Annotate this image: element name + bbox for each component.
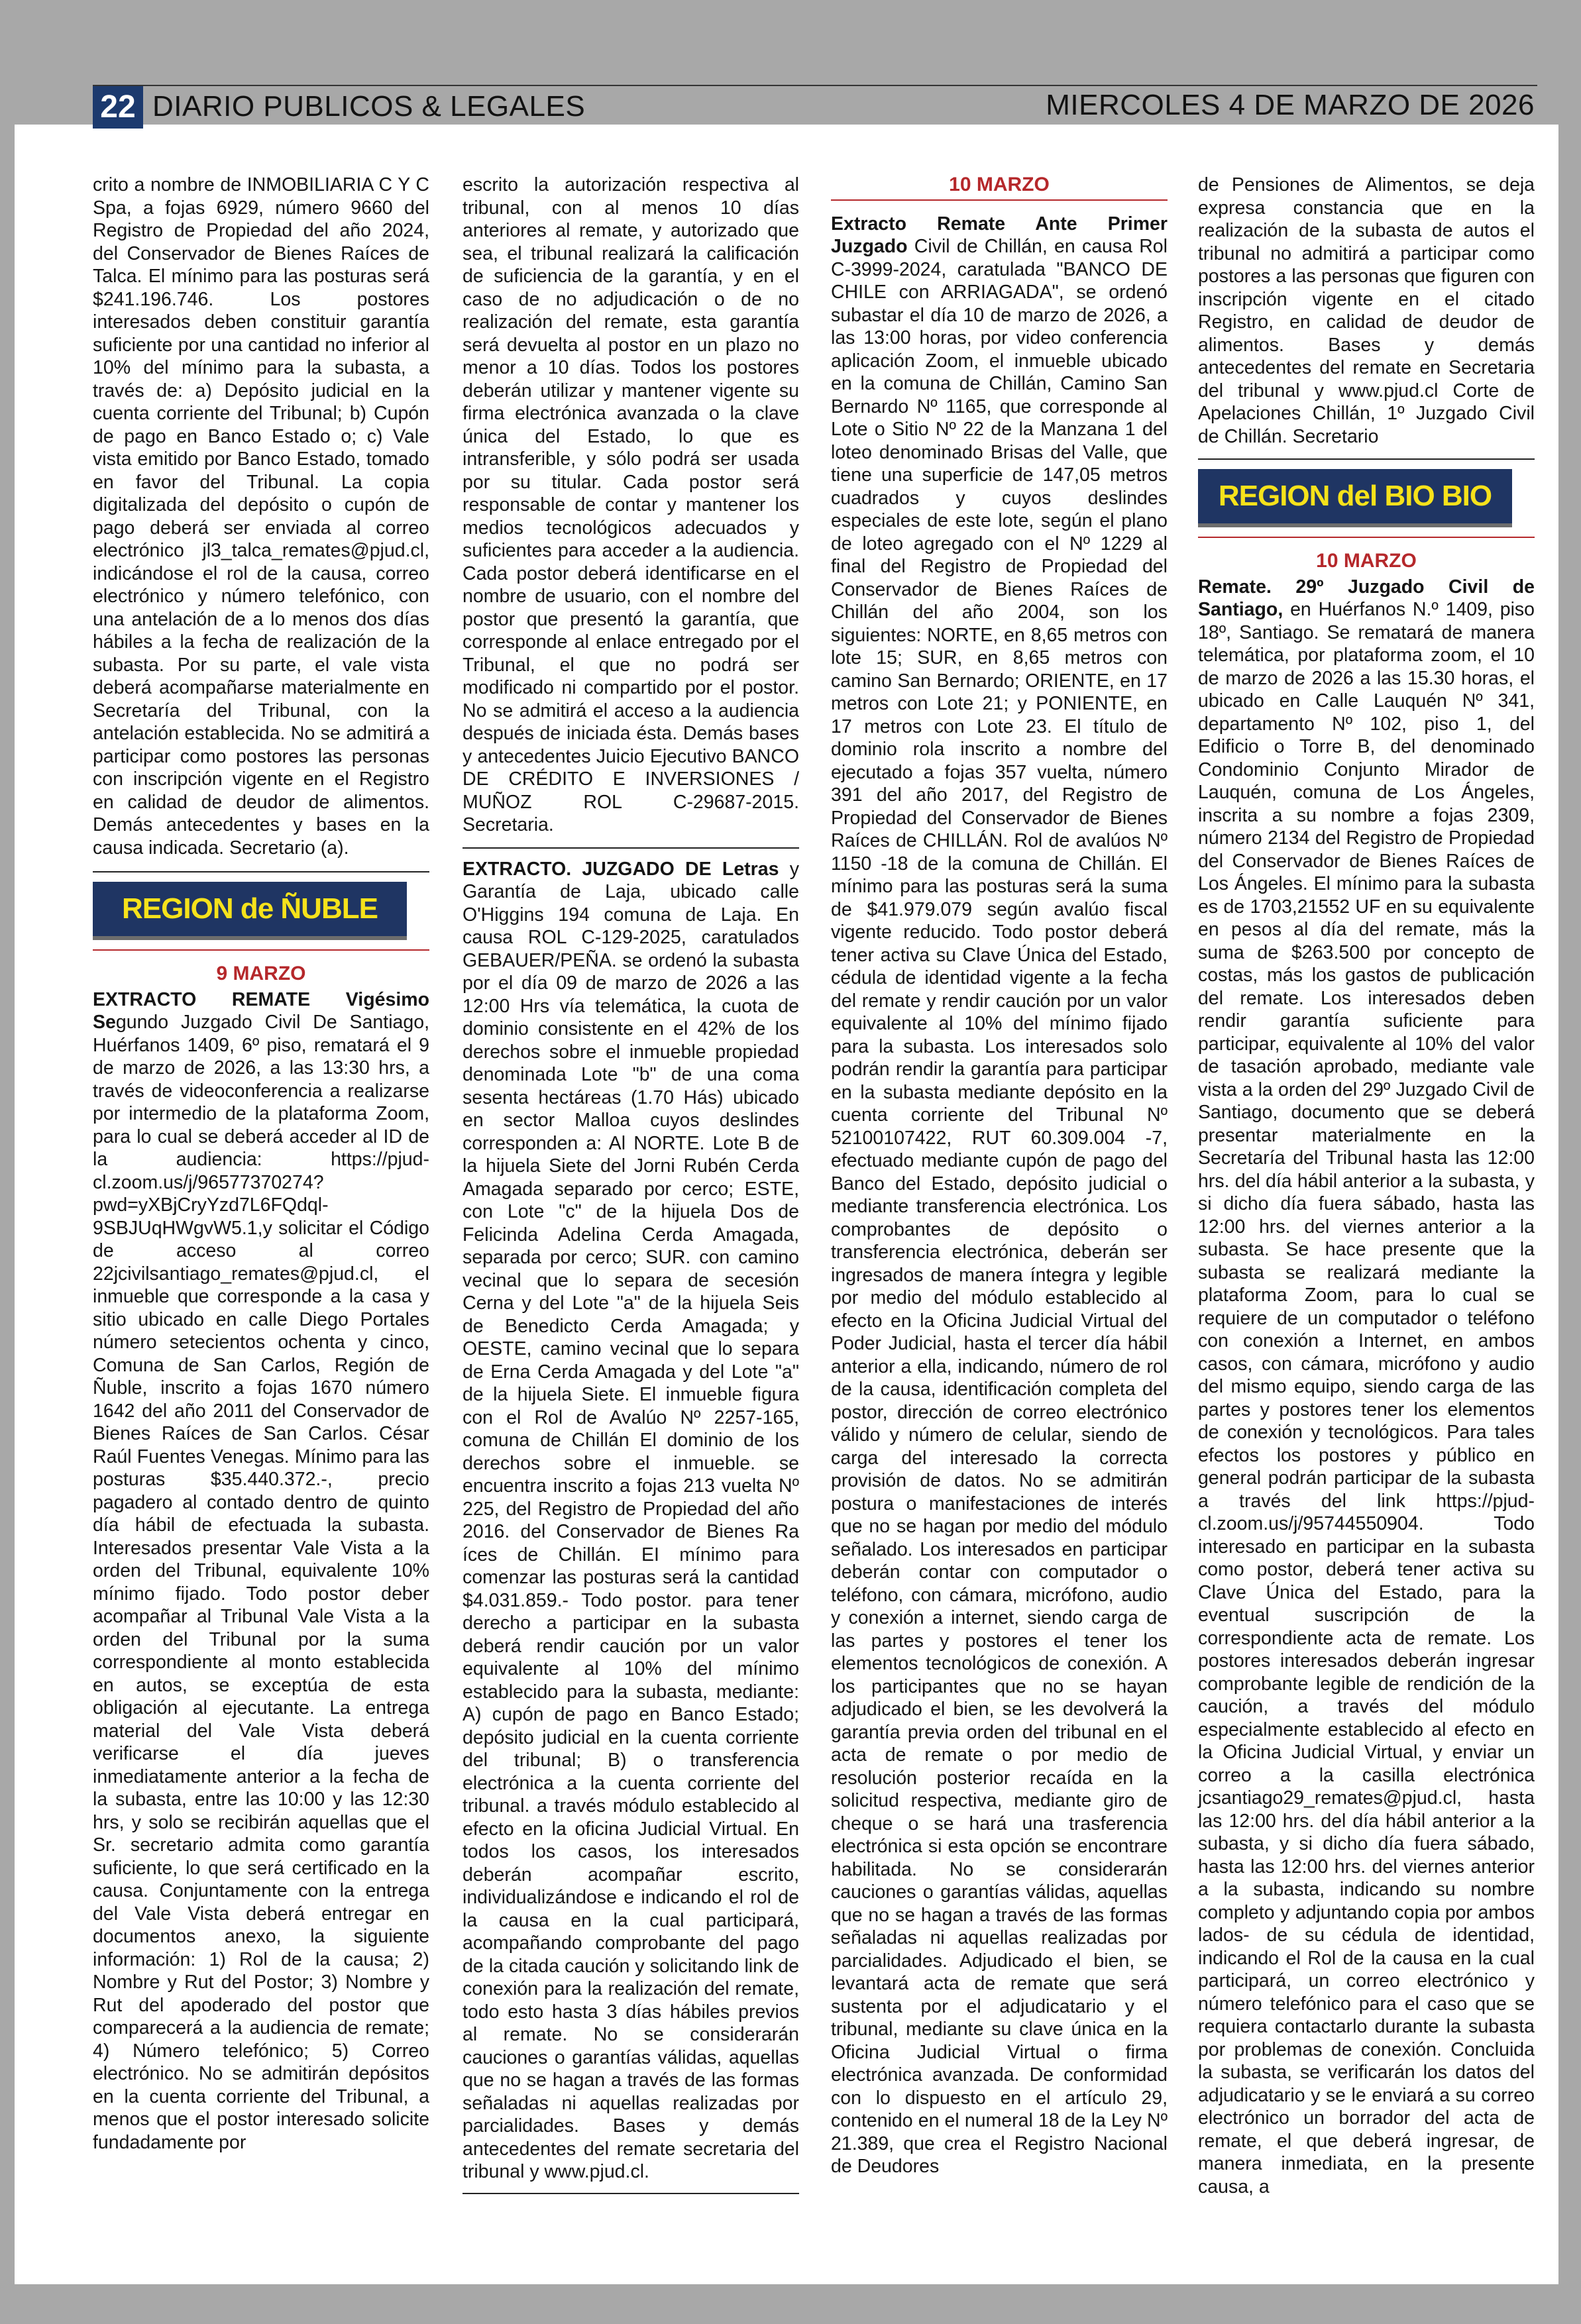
notice-continued: escrito la autorización respectiva al tribunal, con al menos 10 días anteriores al remate, y autorizado que sea, el tribunal realizará la calificación de suficiencia de la garantía, y en el caso de no adjudicación o de no realización del remate, esta garantía será devuelta al postor en un plazo no menor a 10 días. Todos los postores deberán utilizar y mantener vigente su firma electrónica avanzada o la clave única del Estado, lo que es intransferible, y sólo podrá ser usada por su titular. Cada postor será responsable de contar y mantener los medios tecnológicos adecuados y suficientes para acceder a la audiencia. Cada postor deberá identificarse en el nombre de usuario, con el nombre del postor que presentó la garantía, que corresponde al enlace entregado por el Tribunal, el que no podrá ser modificado ni compartido por el postor. No se admitirá el acceso a la audiencia después de iniciada ésta. Demás bases y antecedentes Juicio Ejecutivo BANCO DE CRÉDITO E INVERSIONES / MUÑOZ ROL C-29687-2015. Secretaria. (463, 174, 799, 835)
notice-chillan (831, 213, 1168, 2178)
divider (1198, 537, 1535, 538)
notice-title: Remate. 29º Juzgado Civil de Santiago, (1198, 576, 1535, 620)
divider (93, 871, 429, 872)
notice-title: Extracto Remate Ante Primer Juzgado (831, 213, 1168, 257)
divider (463, 2193, 799, 2194)
notice-nuble (93, 988, 429, 2154)
column-3 (831, 174, 1168, 2178)
region-banner-nuble: REGION de ÑUBLE (93, 882, 407, 940)
notice-talca-continued: crito a nombre de INMOBILIARIA C Y C Spa, a fojas 6929, número 9660 del Registro de Propiedad del año 2024, del Conservador de Bienes Raíces de Talca. El mínimo para las posturas será $241.196.746. Los postores interesados deben constituir garantía suficiente por una cantidad no inferior al 10% del mínimo para la subasta, a través de: a) Depósito judicial en la cuenta corriente del Tribunal; b) Cupón de pago en Banco Estado o; c) Vale vista emitido por Banco Estado, tomado en favor del Tribunal. La copia digitalizada del depósito o cupón de pago deberá ser enviada al correo electrónico jl3_talca_remates@pjud.cl, indicándose el rol de la causa, correo electrónico y número telefónico, con una antelación de a lo menos dos días hábiles a la fecha de realización de la subasta. Por su parte, el vale vista deberá acompañarse materialmente en Secretaría del Tribunal, con la antelación establecida. No se admitirá a participar como postores las personas con inscripción vigente en el Registro en calidad de deudor de alimentos. Demás antecedentes y bases en la causa indicada. Secretario (a). (93, 174, 429, 859)
column-4 (1198, 174, 1535, 2198)
date-heading: 9 MARZO (216, 963, 306, 984)
issue-date: MIERCOLES 4 DE MARZO DE 2026 (1046, 89, 1535, 121)
notice-body: en Huérfanos N.º 1409, piso 18º, Santiago. Se rematará de manera telemática, por plataforma zoom, el 10 de marzo de 2026 a las 15.30 horas, el ubicado en Calle Lauquén Nº 341, departamento Nº 102, piso 1, del Edificio o Torre B, del denominado Condominio Conjunto Mirador de Lauquén, comuna de Los Ángeles, inscrita a su nombre a fojas 2309, número 2134 del Registro de Propiedad del Conservador de Bienes Raíces de Los Ángeles. El mínimo para la subasta es de 1703,21552 UF en su equivalente en pesos al día del remate, más la suma de $263.500 por concepto de costas, más los gastos de publicación del remate. Los interesados deben rendir garantía suficiente para participar, equivalente al 10% del valor de tasación aprobado, mediante vale vista a la orden del 29º Juzgado Civil de Santiago, documento que se deberá presentar materialmente en la Secretaría del Tribunal hasta las 12:00 hrs. del día hábil anterior a la subasta, y si dicho día fuera sábado, hasta las 12:00 hrs. del viernes anterior a la subasta. Se hace presente que la subasta se realizará mediante la plataforma Zoom, para lo cual se requiere de un computador o teléfono con conexión a Internet, en ambos casos, con cámara, micrófono y audio del mismo equipo, siendo carga de las partes y postores tener los elementos de conexión y tecnológicos. Para tales efectos los postores y público en general podrán participar de la subasta a través del link https://pjud-cl.zoom.us/j/95744550904. Todo interesado en participar en la subasta como postor, deberá tener activa su Clave Única del Estado, para la eventual suscripción de la correspondiente acta de remate. Los postores interesados deberán ingresar comprobante legible de rendición de la caución, a través del módulo especialmente establecido al efecto en la Oficina Judicial Virtual, y enviar un correo a la casilla electrónica jcsantiago29_remates@pjud.cl, hasta las 12:00 hrs. del día hábil anterior a la subasta, y si dicho día fuera sábado, hasta las 12:00 hrs. del viernes anterior a la subasta, indicando su nombre completo y adjuntando copia por ambos lados- de su cédula de identidad, indicando el Rol de la causa en la cual participará, un correo electrónico y número telefónico para el caso que se requiera contactarlo durante la subasta por problemas de conexión. Concluida la subasta, se verificarán los datos del adjudicatario y se le enviará a su correo electrónico un borrador del acta de remate, el que deberá ingresar, de manera inmediata, en la presente causa, a (1198, 599, 1535, 2197)
date-heading: 10 MARZO (949, 174, 1050, 195)
column-1 (93, 174, 429, 2154)
notice-los-angeles (1198, 576, 1535, 2199)
region-banner-biobio: REGION del BIO BIO (1198, 469, 1512, 527)
divider (1198, 458, 1535, 460)
divider (93, 949, 429, 951)
notice-body: gundo Juzgado Civil De Santiago, Huérfanos 1409, 6º piso, rematará el 9 de marzo de 2026, a las 13:30 hrs, a través de videoconferencia a realizarse por intermedio de la plataforma Zoom, para lo cual se deberá acceder al ID de la audiencia: https://pjud-cl.zoom.us/j/96577370274?pwd=yXBjCryYzd7L6FQdql-9SBJUqHWgvW5.1,y solicitar el Código de acceso al correo 22jcivilsantiago_remates@pjud.cl, el inmueble que corresponde a la casa y sitio ubicado en calle Diego Portales número setecientos ochenta y cinco, Comuna de San Carlos, Región de Ñuble, inscrito a fojas 1670 número 1642 del año 2011 del Conservador de Bienes Raíces de San Carlos. César Raúl Fuentes Venegas. Mínimo para las posturas $35.440.372.-, precio pagadero al contado dentro de quinto día hábil de efectuada la subasta. Interesados presentar Vale Vista a la orden del Tribunal, equivalente 10% mínimo fijado. Todo postor deber acompañar al Tribunal Vale Vista a la orden del Tribunal por la suma correspondiente al monto establecida en autos, se exceptúa de esta obligación al ejecutante. La entrega material del Vale Vista deberá verificarse el día jueves inmediatamente anterior a la fecha de la subasta, entre las 10:00 y las 12:30 hrs, y solo se recibirán aquellas que el Sr. secretario admita como garantía suficiente, lo que será certificado en la causa. Conjuntamente con la entrega del Vale Vista deberá entregar en documentos anexo, la siguiente información: 1) Rol de la causa; 2) Nombre y Rut del Postor; 3) Nombre y Rut del apoderado del postor que comparecerá a la audiencia de remate; 4) Número telefónico; 5) Correo electrónico. No se admitirán depósitos en la cuenta corriente del Tribunal, a menos que el postor interesado solicite fundadamente por (93, 1012, 429, 2153)
divider (463, 847, 799, 849)
notice-title: EXTRACTO. JUZGADO DE Letras (463, 858, 779, 880)
divider (831, 199, 1168, 201)
column-2 (463, 174, 799, 2203)
page-number: 22 (93, 86, 143, 129)
paper-name: DIARIO PUBLICOS & LEGALES (152, 90, 586, 123)
notice-laja (463, 858, 799, 2184)
notice-body: y Garantía de Laja, ubicado calle O'Higgins 194 comuna de Laja. En causa ROL C-129-2025, caratulados GEBAUER/PEÑA. se ordenó la subasta por el día 09 de marzo de 2026 a las 12:00 Hrs vía telemática, la cuota de dominio consistente en el 42% de los derechos sobre el inmueble propiedad denominada Lote "b" de una coma sesenta hectáreas (1.70 Hás) ubicado en sector Malloa cuyos deslindes corresponden a: Al NORTE. Lote B de la hijuela Siete del Jorni Rubén Cerda Amagada separado por cerco; ESTE, con Lote "c" de la hijuela Dos de Felicinda Adelina Cerda Amagada, separada por cerco; SUR. con camino vecinal que lo separa de secesión Cerna y del Lote "a" de la hijuela Seis de Benedicto Cerda Amagada; y OESTE, camino vecinal que lo separa de Erna Cerda Amagada y del Lote "a" de la hijuela Siete. El inmueble figura con el Rol de Avalúo Nº 2257-165, comuna de Chillán El dominio de los derechos sobre el inmueble. se encuentra inscrito a fojas 213 vuelta Nº 225, del Registro de Propiedad del año 2016. del Conservador de Bienes Ra íces de Chillán. EI mínimo para comenzar las posturas será la cantidad $4.031.859.- Todo postor. para tener derecho a participar en la subasta deberá rendir caución por un valor equivalente al 10% del mínimo establecido para la subasta, mediante: A) cupón de pago en Banco Estado; depósito judicial en la cuenta corriente del tribunal; B) o transferencia electrónica a la cuenta corriente del tribunal. a través módulo establecido al efecto en la oficina Judicial Virtual. En todos los casos, los interesados deberán acompañar escrito, individualizándose e indicando el rol de la causa en la cual participará, acompañando comprobante del pago de la citada caución y solicitando link de conexión para la realización del remate, todo esto hasta 3 días hábiles previos al remate. No se considerarán cauciones o garantías válidas, aquellas que no se hagan a través de las formas señaladas ni aquellas realizadas por parcialidades. Bases y demás antecedentes del remate secretaria del tribunal y www.pjud.cl. (463, 858, 799, 2182)
notice-body: Civil de Chillán, en causa Rol C-3999-2024, caratulada "BANCO DE CHILE con ARRIAGADA", se ordenó subastar el día 10 de marzo de 2026, a las 13:00 horas, por video conferencia aplicación Zoom, el inmueble ubicado en la comuna de Chillán, Camino San Bernardo Nº 1165, que corresponde al Lote o Sitio Nº 22 de la Manzana 1 del loteo denominado Brisas del Valle, que tiene una superficie de 147,05 metros cuadrados y cuyos deslindes especiales de este lote, según el plano de loteo agregado con el Nº 1229 al final del Registro de Propiedad del Conservador de Bienes Raíces de Chillán del año 2004, son los siguientes: NORTE, en 8,65 metros con lote 15; SUR, en 8,65 metros con camino San Bernardo; ORIENTE, en 17 metros con Lote 21; y PONIENTE, en 17 metros con Lote 23. El título de dominio rola inscrito a nombre del ejecutado a fojas 357 vuelta, número 391 del año 2017, del Registro de Propiedad del Conservador de Bienes Raíces de CHILLÁN. Rol de avalúos Nº 1150 -18 de la comuna de Chillán. El mínimo para las posturas será la suma de $41.979.079 según avalúo fiscal vigente reducido. Todo postor deberá tener activa su Clave Única del Estado, cédula de identidad vigente a la fecha del remate y rendir caución por un valor equivalente al 10% del mínimo fijado para la subasta. Los interesados solo podrán rendir la garantía para participar en la subasta mediante depósito en la cuenta corriente del Tribunal Nº 52100107422, RUT 60.309.004 -7, efectuado mediante cupón de pago del Banco del Estado, depósito judicial o mediante transferencia electrónica. Los comprobantes de depósito o transferencia electrónica, deberán ser ingresados de manera íntegra y legible por medio del módulo establecido al efecto en la Oficina Judicial Virtual del Poder Judicial, hasta el tercer día hábil anterior a ella, indicando, número de rol de la causa, identificación completa del postor, dirección de correo electrónico válido y número de celular, siendo de carga del interesado la correcta provisión de datos. No se admitirán postura o manifestaciones de interés que no se hagan por medio del módulo señalado. Los interesados en participar deberán contar con computador o teléfono, con cámara, micrófono, audio y conexión a internet, siendo carga de las partes y postores el tener los elementos tecnológicos de conexión. A los participantes que no se hayan adjudicado el bien, se les devolverá la garantía previa orden del tribunal en el acta de remate o por medio de resolución posterior recaída en la solicitud respectiva, mediante giro de cheque o se hará una trasferencia electrónica si esta opción se encontrare habilitada. No se considerarán cauciones o garantías válidas, aquellas que no se hagan a través de las formas señaladas ni aquellas realizadas por parcialidades. Adjudicado el bien, se levantará acta de remate que será sustenta por el adjudicatario y el tribunal, mediante su clave única en la Oficina Judicial Virtual o firma electrónica avanzada. De conformidad con lo dispuesto en el artículo 29, contenido en el numeral 18 de la Ley Nº 21.389, que crea el Registro Nacional de Deudores (831, 236, 1168, 2177)
notice-chillan-continued: de Pensiones de Alimentos, se deja expresa constancia que en la realización de la subasta de autos el tribunal no admitirá a participar como postores a las personas que figuren con inscripción vigente en el citado Registro, en calidad de deudor de alimentos. Bases y demás antecedentes del remate en Secretaria del tribunal y www.pjud.cl Corte de Apelaciones Chillán, 1º Juzgado Civil de Chillán. Secretario (1198, 174, 1535, 447)
notice-title: EXTRACTO REMATE Vigésimo Se (93, 988, 429, 1033)
date-heading: 10 MARZO (1316, 550, 1417, 572)
